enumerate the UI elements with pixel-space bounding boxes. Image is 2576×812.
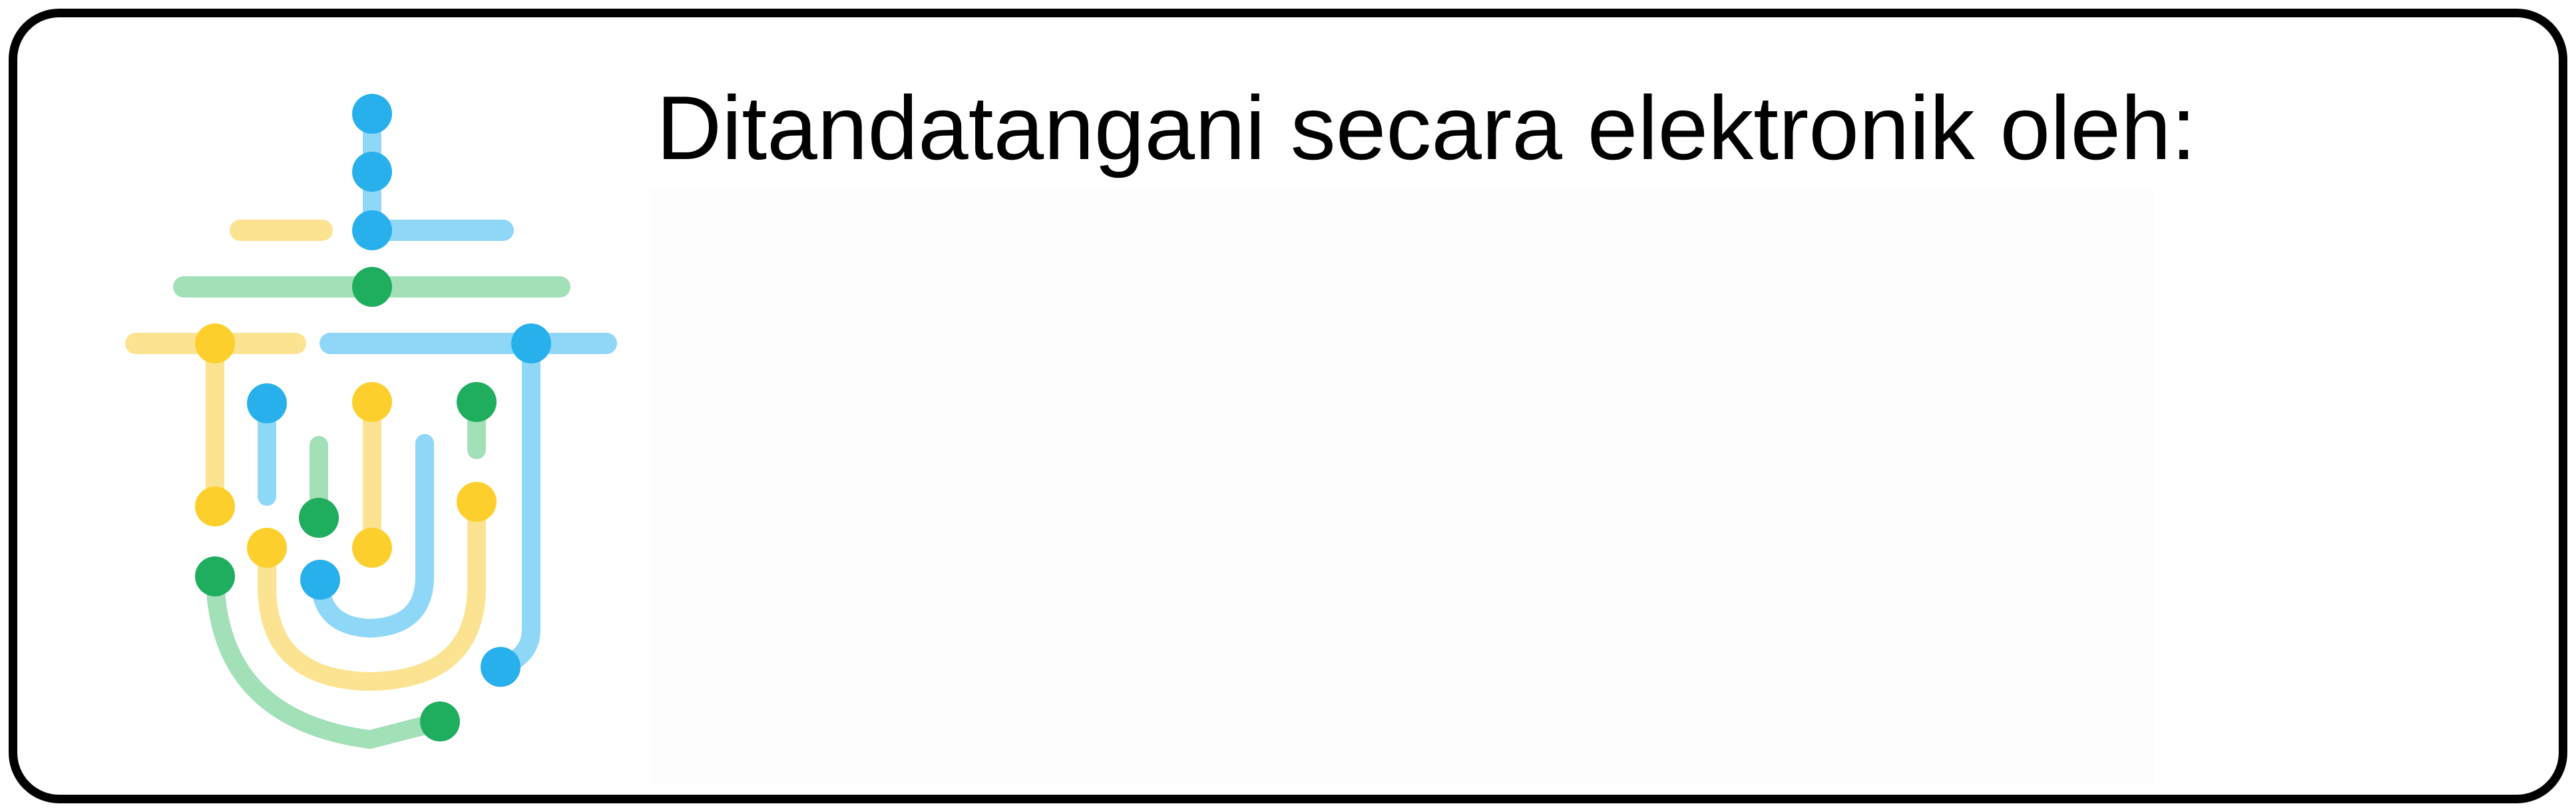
logo-dot bbox=[247, 383, 287, 423]
logo-dot bbox=[300, 560, 340, 600]
logo-dot bbox=[420, 702, 460, 741]
logo-dot bbox=[352, 152, 392, 192]
logo-dot bbox=[511, 323, 551, 363]
logo-dot bbox=[195, 487, 235, 526]
logo-dot bbox=[352, 210, 392, 250]
logo-dot bbox=[195, 323, 235, 363]
logo-dot bbox=[352, 382, 392, 422]
signature-stamp-box bbox=[9, 9, 2567, 803]
logo-line bbox=[501, 343, 531, 667]
logo-dot bbox=[195, 556, 235, 596]
logo-dot bbox=[481, 647, 521, 687]
logo-dot bbox=[352, 528, 392, 568]
tut-wuri-handayani-logo-icon bbox=[110, 76, 630, 761]
logo-dot bbox=[299, 498, 339, 538]
logo-dot bbox=[457, 382, 497, 422]
signature-area bbox=[650, 189, 2154, 785]
logo-dot bbox=[352, 267, 392, 307]
logo-dot bbox=[352, 94, 392, 134]
logo-dot bbox=[247, 528, 287, 568]
logo-dot bbox=[457, 482, 497, 522]
signature-heading: Ditandatangani secara elektronik oleh: bbox=[656, 77, 2197, 178]
